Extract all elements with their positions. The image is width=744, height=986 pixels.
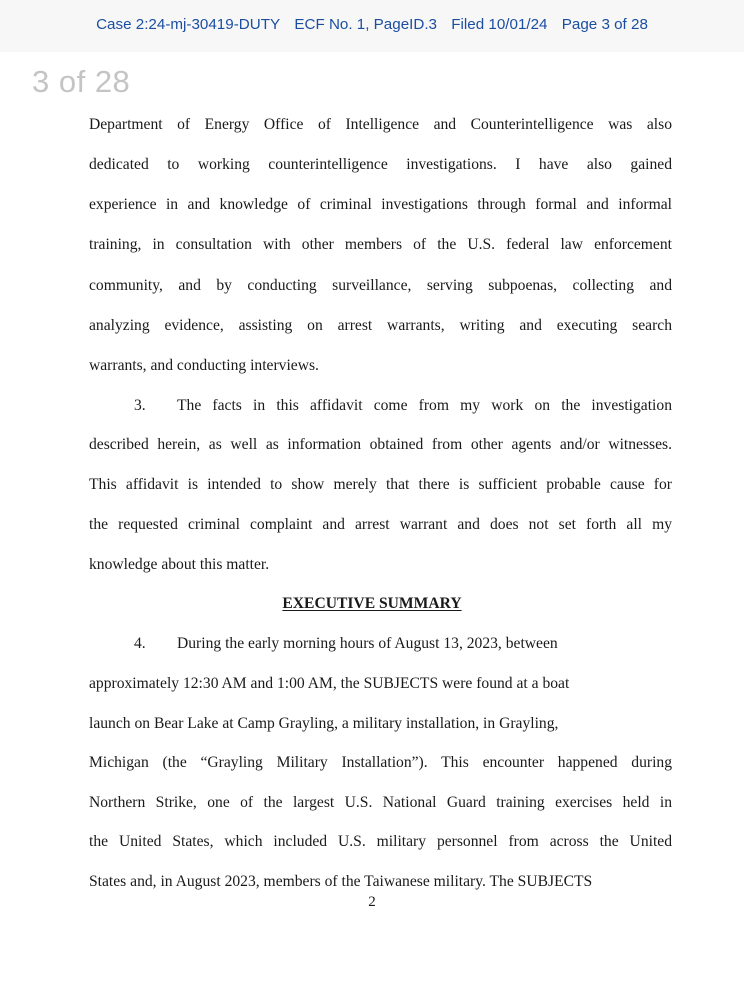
paragraph-4-first-line [89, 635, 672, 653]
paragraph-number: 3. [134, 397, 146, 414]
text-line: Northern Strike, one of the largest U.S. National Guard training exercises held in [89, 794, 672, 811]
text-line: The facts in this affidavit come from my work on the investigation [177, 397, 672, 414]
text-line: described herein, as well as information obtained from other agents and/or witnesses. [89, 436, 672, 453]
text-line: analyzing evidence, assisting on arrest warrants, writing and executing search [89, 317, 672, 334]
text-line: training, in consultation with other members of the U.S. federal law enforcement [89, 236, 672, 253]
text-line: This affidavit is intended to show merely that there is sufficient probable cause for [89, 476, 672, 493]
text-line: Michigan (the “Grayling Military Installation”). This encounter happened during [89, 754, 672, 771]
text-line: knowledge about this matter. [89, 556, 270, 573]
paragraph-3-first-line [89, 397, 672, 415]
text-line: During the early morning hours of August 13, 2023, between [177, 635, 558, 652]
text-line: the United States, which included U.S. military personnel from across the United [89, 833, 672, 850]
text-line: experience in and knowledge of criminal investigations through formal and informal [89, 196, 672, 213]
page-of-total: Page 3 of 28 [561, 16, 648, 33]
case-number: Case 2:24-mj-30419-DUTY [96, 16, 281, 33]
page-number: 2 [368, 894, 376, 910]
ecf-number: ECF No. 1, PageID.3 [294, 16, 438, 33]
text-line: community, and by conducting surveillance, serving subpoenas, collecting and [89, 277, 672, 294]
text-line: warrants, and conducting interviews. [89, 357, 319, 374]
text-line: States and, in August 2023, members of the Taiwanese military. The SUBJECTS [89, 873, 593, 890]
court-filing-header [0, 16, 744, 33]
filed-date: Filed 10/01/24 [451, 16, 548, 33]
text-line: launch on Bear Lake at Camp Grayling, a military installation, in Grayling, [89, 715, 559, 732]
text-line: Department of Energy Office of Intelligence and Counterintelligence was also [89, 116, 672, 133]
text-line: approximately 12:30 AM and 1:00 AM, the SUBJECTS were found at a boat [89, 675, 570, 692]
text-line: the requested criminal complaint and arrest warrant and does not set forth all my [89, 516, 672, 533]
page-indicator: 3 of 28 [32, 64, 131, 99]
section-heading-text: EXECUTIVE SUMMARY [282, 595, 462, 612]
section-heading [0, 595, 744, 613]
text-line: dedicated to working counterintelligence investigations. I have also gained [89, 156, 672, 173]
paragraph-number: 4. [134, 635, 146, 652]
